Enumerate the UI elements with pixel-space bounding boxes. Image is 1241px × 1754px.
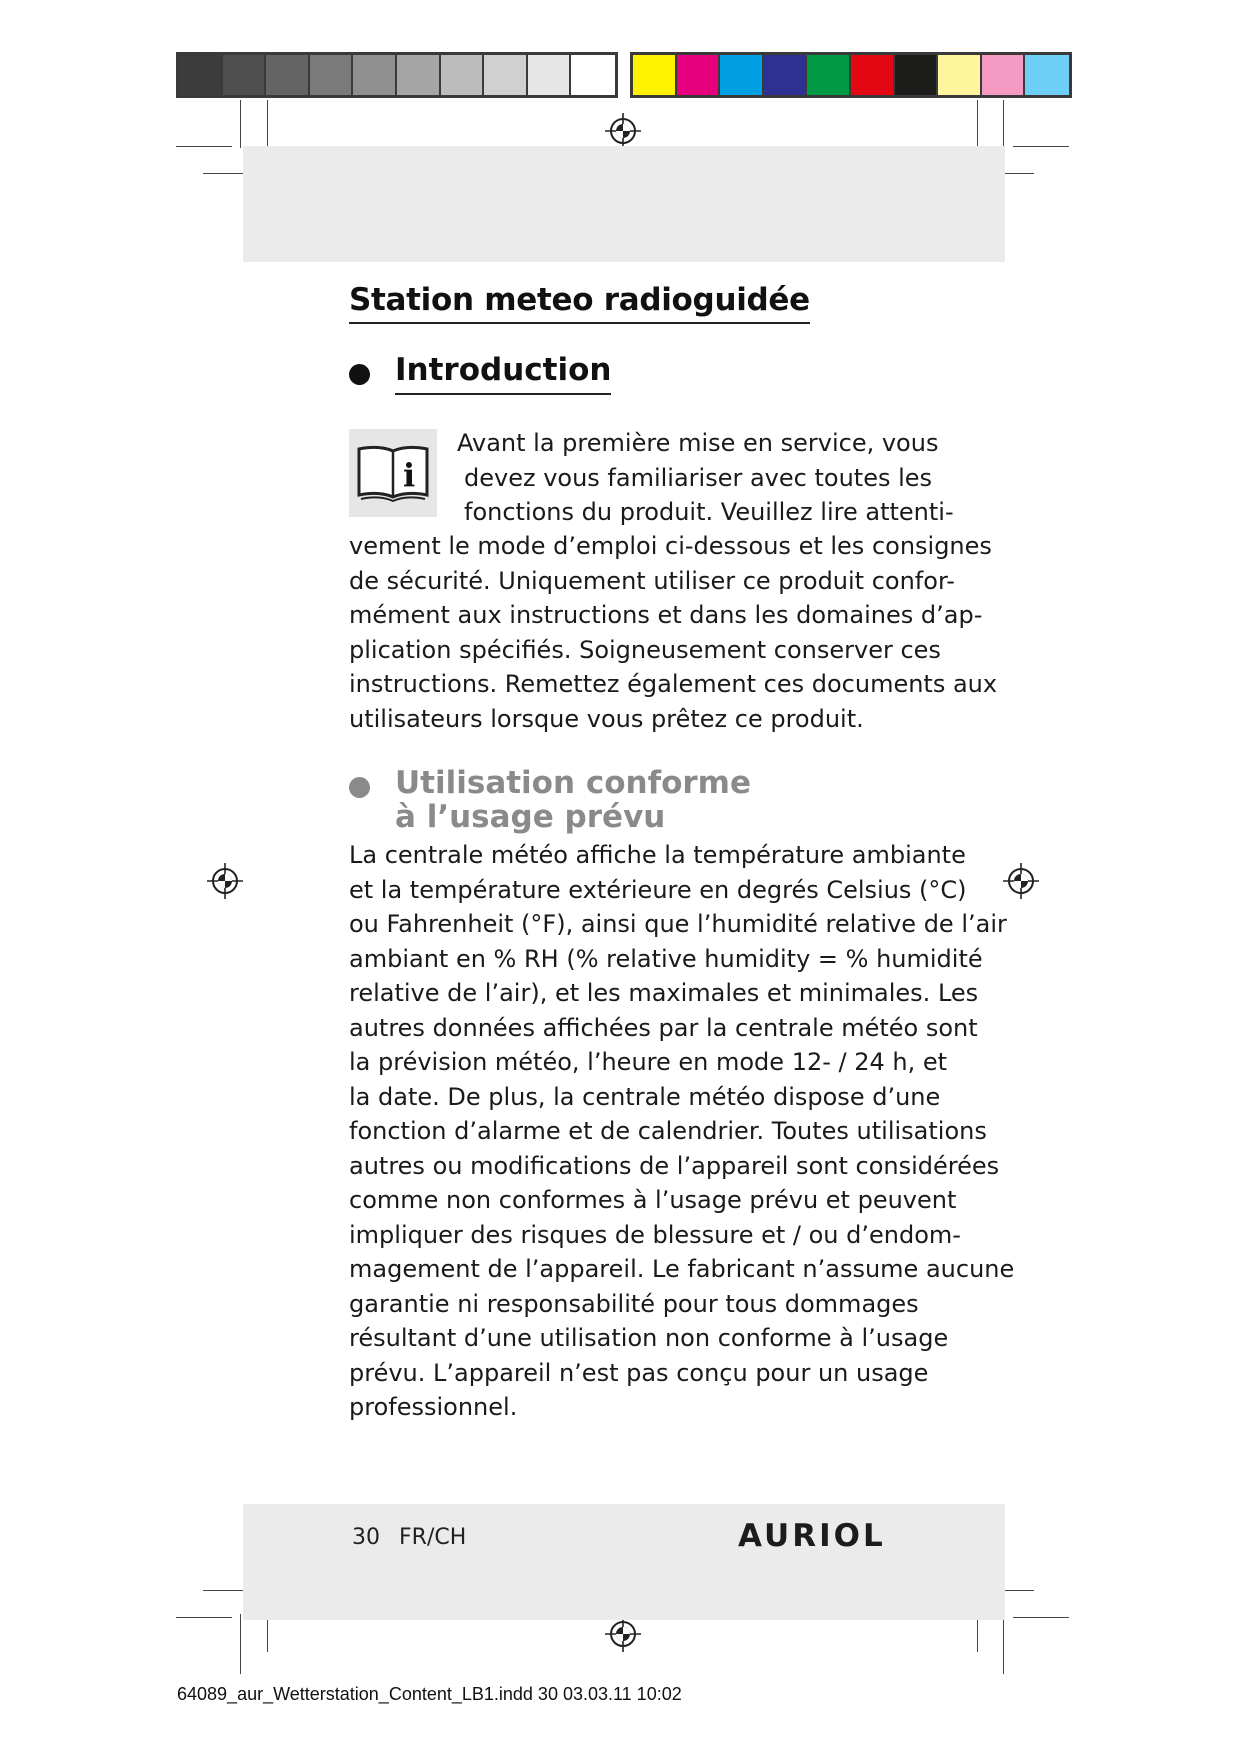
color-swatch — [807, 55, 851, 95]
grayscale-calibration-strip — [176, 52, 618, 98]
usage-paragraph — [349, 838, 1014, 1425]
text-line: utilisateurs lorsque vous prêtez ce produit. — [349, 704, 864, 733]
header-band — [243, 146, 1005, 262]
text-line: professionnel. — [349, 1393, 518, 1421]
crop-mark — [240, 1614, 241, 1674]
bullet-icon — [349, 364, 370, 385]
brand-logo: AURIOL — [738, 1518, 886, 1554]
color-swatch — [982, 55, 1026, 95]
introduction-paragraph-start — [457, 426, 954, 530]
color-calibration-strip — [630, 52, 1072, 98]
color-swatch — [720, 55, 764, 95]
text-line: la prévision météo, l’heure en mode 12- / 24 h, et — [349, 1048, 948, 1076]
text-line: magement de l’appareil. Le fabricant n’assume aucune — [349, 1255, 1015, 1283]
text-line: vement le mode d’emploi ci-dessous et les consignes — [349, 532, 992, 560]
gray-swatch — [441, 55, 485, 95]
crop-mark — [267, 100, 268, 148]
registration-mark-icon — [207, 863, 243, 899]
crop-mark — [1003, 100, 1004, 148]
text-line: et la température extérieure en degrés Celsius (°C) — [349, 875, 967, 904]
registration-mark-icon — [605, 113, 641, 149]
introduction-heading — [349, 353, 611, 395]
color-swatch — [895, 55, 939, 95]
text-line: autres données affichées par la centrale météo sont — [349, 1013, 978, 1042]
introduction-paragraph — [349, 529, 997, 736]
gray-swatch — [223, 55, 267, 95]
crop-mark — [1013, 146, 1069, 147]
text-line: ou Fahrenheit (°F), ainsi que l’humidité relative de l’air — [349, 910, 1007, 938]
svg-text:i: i — [403, 456, 416, 494]
text-line: instructions. Remettez également ces documents aux — [349, 670, 998, 698]
gray-swatch — [397, 55, 441, 95]
gray-swatch — [353, 55, 397, 95]
text-line: garantie ni responsabilité pour tous dommages — [349, 1289, 919, 1318]
text-line: prévu. L’appareil n’est pas conçu pour un usage — [349, 1358, 929, 1387]
usage-heading-line2: à l’usage prévu — [395, 799, 666, 835]
crop-mark — [203, 1590, 243, 1591]
crop-mark — [240, 100, 241, 148]
crop-mark — [1003, 1614, 1004, 1674]
text-line: La centrale météo affiche la température ambiante — [349, 841, 966, 869]
registration-mark-icon — [605, 1616, 641, 1652]
usage-heading-line1: Utilisation conforme — [395, 765, 751, 801]
color-swatch — [633, 55, 677, 95]
text-line: résultant d’une utilisation non conforme à l’usage — [349, 1324, 949, 1352]
gray-swatch — [528, 55, 572, 95]
gray-swatch — [571, 55, 615, 95]
crop-mark — [176, 146, 232, 147]
color-swatch — [1025, 55, 1069, 95]
text-line: fonction d’alarme et de calendrier. Toutes utilisations — [349, 1117, 987, 1145]
text-line: fonctions du produit. Veuillez lire attenti- — [464, 498, 954, 526]
text-line: autres ou modifications de l’appareil sont considérées — [349, 1151, 1000, 1180]
text-line: ambiant en % RH (% relative humidity = % humidité — [349, 944, 983, 973]
text-line: plication spécifiés. Soigneusement conserver ces — [349, 635, 941, 664]
text-line: la date. De plus, la centrale météo dispose d’une — [349, 1082, 941, 1111]
text-line: devez vous familiariser avec toutes les — [464, 463, 933, 492]
gray-swatch — [310, 55, 354, 95]
gray-swatch — [484, 55, 528, 95]
info-book-icon — [349, 429, 437, 517]
color-swatch — [938, 55, 982, 95]
usage-heading-text — [395, 766, 751, 834]
color-swatch — [764, 55, 808, 95]
crop-mark — [203, 173, 243, 174]
page-number: 30 — [352, 1525, 380, 1550]
footer-band — [243, 1504, 1005, 1620]
gray-swatch — [179, 55, 223, 95]
text-line: de sécurité. Uniquement utiliser ce produit confor- — [349, 566, 955, 595]
introduction-heading-text: Introduction — [395, 353, 611, 395]
crop-mark — [176, 1617, 232, 1618]
text-line: impliquer des risques de blessure et / ou d’endom- — [349, 1220, 961, 1249]
gray-swatch — [266, 55, 310, 95]
language-code: FR/CH — [399, 1525, 467, 1550]
text-line: mément aux instructions et dans les domaines d’ap- — [349, 601, 983, 629]
text-line: comme non conformes à l’usage prévu et peuvent — [349, 1186, 957, 1214]
text-line: Avant la première mise en service, vous — [457, 429, 939, 457]
color-swatch — [851, 55, 895, 95]
crop-mark — [1013, 1617, 1069, 1618]
usage-heading — [349, 766, 751, 834]
color-swatch — [677, 55, 721, 95]
text-line: relative de l’air), et les maximales et minimales. Les — [349, 979, 979, 1007]
print-file-info: 64089_aur_Wetterstation_Content_LB1.indd 30 03.03.11 10:02 — [177, 1684, 682, 1704]
crop-mark — [977, 100, 978, 148]
bullet-icon — [349, 777, 370, 798]
document-title: Station meteo radioguidée — [349, 282, 810, 324]
